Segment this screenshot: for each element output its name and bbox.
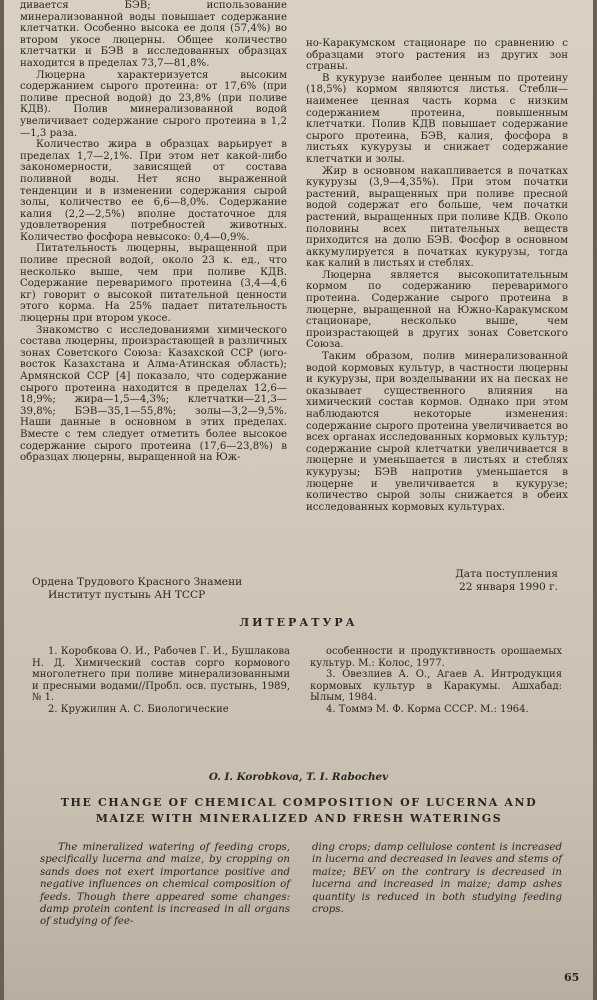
references-left <box>32 646 290 716</box>
reference-item: 2. Кружилин А. С. Биологические <box>48 703 229 715</box>
text-column-right <box>306 38 568 513</box>
left-column-paragraph: дивается БЭВ; использование минерализованной воды повышает содержание клетчатки. Особенно высока ее доля (57,4%) во втором укосе люцерны. Общее количество клетчатки и БЭВ в исследованных образцах находится в пределах 73,7—81,8%. <box>20 0 287 69</box>
affiliation <box>32 576 242 602</box>
right-column-paragraph: Таким образом, полив минерализованной водой кормовых культур, в частности люцерны и кукурузы, при возделывании их на песках не оказывает существенного влияния на химический состав кормов. Однако при этом наблюдаются некоторые изменения: содержание сырого протеина увеличивается во всех органах исследованных кормовых культур; содержание сырой клетчатки увеличивается в люцерне и уменьшается в листьях и стеблях кукурузы; БЭВ напротив уменьшается в люцерне и увеличивается в кукурузе; количество сырой золы снижается в обеих исследованных кормовых культурах. <box>306 351 568 513</box>
english-authors: O. I. Korobkova, T. I. Rabochev <box>208 771 389 783</box>
left-column-paragraph: Люцерна характеризуется высоким содержанием сырого протеина: от 17,6% (при поливе пресной водой) до 23,8% (при поливе КДВ). Полив минерализованной водой увеличивает содержание сырого протеина в 1,2—1,3 раза. <box>20 69 287 139</box>
literature-heading: ЛИТЕРАТУРА <box>239 616 358 629</box>
english-abstract-left <box>40 842 290 929</box>
reference-item: 4. Томмэ М. Ф. Корма СССР. М.: 1964. <box>326 703 529 715</box>
english-abstract-paragraph: The mineralized watering of feeding crops, specifically lucerna and maize, by cropping on sands does not exert importance positive and negative influences on chemical composition of feeds. Though there appeared some changes: damp protein content is increased in all organs of studying of fee- <box>40 842 290 928</box>
english-title: THE CHANGE OF CHEMICAL COMPOSITION OF LUCERNA AND MAIZE WITH MINERALIZED AND FRESH WATERINGS <box>60 796 538 825</box>
english-abstract-right <box>312 842 562 916</box>
right-column-paragraph: Люцерна является высокопитательным кормом по содержанию переваримого протеина. Содержание сырого протеина в люцерне, выращенной на Южно-Каракумском стационаре, несколько выше, чем произрастающей в других зонах Советского Союза. <box>306 269 568 351</box>
left-column-paragraph: Питательность люцерны, выращенной при поливе пресной водой, около 23 к. ед., что несколько выше, чем при поливе КДВ. Содержание переваримого протеина (3,4—4,6 кг) говорит о высокой питательной ценности этого корма. На 25% падает питательность люцерны при втором укосе. <box>20 243 287 325</box>
references-right <box>310 646 562 716</box>
right-column-paragraph: В кукурузе наиболее ценным по протеину (18,5%) кормом являются листья. Стебли—наименее ценная часть корма с низким содержанием протеина, повышенным клетчатки. Полив КДВ повышает содержание сырого протеина, БЭВ, калия, фосфора в листьях кукурузы и снижает содержание клетчатки и золы. <box>306 72 568 165</box>
received-date <box>428 568 558 594</box>
reference-item: 3. Овезлиев А. О., Агаев А. Интродукция кормовых культур в Каракумы. Ашхабад: Ылым, 1984. <box>310 669 562 704</box>
text-column-left <box>20 0 287 464</box>
english-abstract-continuation: ding crops; damp cellulose content is increased in lucerna and decreased in leaves and stems of maize; BEV on the contrary is decreased in lucerna and increased in maize; damp ashes quantity is reduced in both studying feeding crops. <box>312 842 562 916</box>
right-column-paragraph: но-Каракумском стационаре по сравнению с образцами этого растения из других зон страны. <box>306 38 568 73</box>
reference-item: особенности и продуктивность орошаемых культур. М.: Колос, 1977. <box>310 646 562 669</box>
affiliation-line-2: Институт пустынь АН ТССР <box>48 589 206 601</box>
journal-page <box>4 0 593 1000</box>
right-column-paragraph: Жир в основном накапливается в початках кукурузы (3,9—4,35%). При этом початки растений, выращенных при поливе пресной водой содержат его больше, чем початки растений, выращенных при поливе КДВ. Около половины всех питательных веществ приходится на долю БЭВ. Фосфор в основном аккумулируется в початках кукурузы, тогда как калий в листьях и стеблях. <box>306 165 568 270</box>
left-column-paragraph: Количество жира в образцах варьирует в пределах 1,7—2,1%. При этом нет какой-либо закономерности, зависящей от состава поливной воды. Нет ясно выраженной тенденции и в изменении содержания сырой золы, количество ее 6,6—8,0%. Содержание калия (2,2—2,5%) вполне достаточное для удовлетворения потребностей животных. Количество фосфора невысоко: 0,4—0,9%. <box>20 139 287 243</box>
left-column-paragraph: Знакомство с исследованиями химического состава люцерны, произрастающей в различных зонах Советского Союза: Казахской ССР (юго-восток Казахстана и Алма-Атинская область); Армянской ССР [4] показало, что содержание сырого протеина находится в пределах 12,6—18,9%; жира—1,5—4,3%; клетчатки—21,3—39,8%; БЭВ—35,1—55,8%; золы—3,2—9,5%. Наши данные в основном в этих пределах. Вместе с тем следует отметить более высокое содержание сырого протеина (17,6—23,8%) в образцах люцерны, выращенной на Юж- <box>20 324 287 464</box>
received-label: Дата поступления <box>455 568 558 580</box>
page-number: 65 <box>564 971 580 984</box>
received-value: 22 января 1990 г. <box>459 581 558 593</box>
reference-item: 1. Коробкова О. И., Рабочев Г. И., Бушлакова Н. Д. Химический состав сорго кормового многолетнего при поливе минерализованными и пресными водами//Пробл. осв. пустынь, 1989, № 1. <box>32 646 290 704</box>
affiliation-line-1: Ордена Трудового Красного Знамени <box>32 576 243 588</box>
